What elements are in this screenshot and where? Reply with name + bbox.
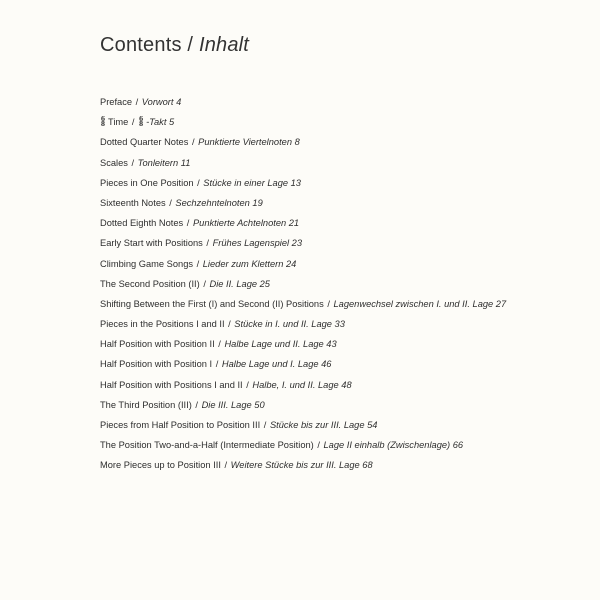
- toc-entry-english: Dotted Eighth Notes: [100, 218, 184, 229]
- toc-entry: [100, 354, 570, 374]
- toc-entry: [100, 314, 570, 334]
- toc-entry-english: Pieces in the Positions I and II: [100, 319, 225, 330]
- toc-entry-separator: /: [221, 460, 230, 471]
- toc-entry: [100, 153, 570, 173]
- toc-entry: [100, 173, 570, 193]
- toc-entry-german: Stücke in I. und II. Lage 33: [234, 319, 345, 330]
- title-separator: /: [181, 34, 199, 56]
- toc-entry: [100, 132, 570, 152]
- toc-entry-separator: /: [225, 319, 234, 330]
- toc-entry-english: Time: [108, 117, 129, 128]
- toc-entry-separator: /: [194, 177, 203, 188]
- toc-entry: [100, 92, 570, 112]
- toc-entry-german: Sechzehntelnoten 19: [175, 197, 263, 208]
- toc-entry-separator: /: [324, 298, 333, 309]
- toc-entry-english: Early Start with Positions: [100, 238, 203, 249]
- toc-entry-english: Half Position with Positions I and II: [100, 379, 243, 390]
- toc-entry-german: Vorwort 4: [141, 97, 182, 107]
- toc-entry: [100, 294, 570, 314]
- toc-entry-german: Tonleitern 11: [137, 157, 191, 168]
- toc-entry-german: Stücke in einer Lage 13: [203, 177, 301, 188]
- title-german: Inhalt: [198, 34, 250, 56]
- toc-entry-separator: /: [203, 238, 212, 249]
- toc-entry: [100, 334, 570, 354]
- toc-entry-english: Shifting Between the First (I) and Second (II) Positions: [100, 298, 324, 309]
- toc-entry-english: More Pieces up to Position III: [100, 460, 221, 471]
- toc-entry-separator: /: [194, 258, 202, 269]
- toc-entry-german: Stücke bis zur III. Lage 54: [269, 420, 378, 430]
- toc-entry-english: Scales: [100, 157, 128, 168]
- toc-entry-german: Lagenwechsel zwischen I. und II. Lage 27: [333, 298, 507, 309]
- toc-entry-german: Punktierte Viertelnoten 8: [198, 137, 300, 148]
- toc-entry-german: Halbe Lage und I. Lage 46: [221, 359, 332, 370]
- toc-entry: [100, 254, 570, 274]
- toc-entry: [100, 455, 570, 475]
- toc-entry-english: Half Position with Position I: [100, 359, 213, 370]
- english-time-signature-icon: [100, 117, 106, 127]
- toc-entry-german: Die III. Lage 50: [201, 399, 265, 410]
- toc-entry-english: Pieces from Half Position to Position III: [100, 420, 261, 430]
- toc-entry: [100, 274, 570, 294]
- time-signature-top: 6: [100, 116, 106, 124]
- title-english: Contents: [100, 34, 182, 56]
- toc-entry-english: The Position Two-and-a-Half (Intermediate Position): [100, 440, 314, 451]
- toc-entry-english: Pieces in One Position: [100, 177, 194, 188]
- time-signature-bottom: 8: [138, 121, 144, 129]
- toc-entry-separator: /: [261, 420, 269, 430]
- toc-entry-german: Halbe, I. und II. Lage 48: [252, 379, 352, 390]
- toc-entry-separator: /: [314, 440, 323, 451]
- table-of-contents: [100, 92, 570, 476]
- toc-entry: [100, 112, 570, 132]
- toc-entry-separator: /: [200, 278, 209, 289]
- toc-entry-english: The Third Position (III): [100, 399, 192, 410]
- toc-entry-separator: /: [129, 117, 138, 128]
- toc-entry: [100, 233, 570, 253]
- time-signature-top: 6: [138, 116, 144, 124]
- toc-entry-english: Sixteenth Notes: [100, 197, 166, 208]
- toc-entry-german: Die II. Lage 25: [209, 278, 270, 289]
- toc-entry-separator: /: [184, 218, 192, 229]
- toc-entry: [100, 435, 570, 455]
- toc-entry-separator: /: [213, 359, 221, 370]
- toc-entry-separator: /: [215, 339, 224, 350]
- toc-entry-german: -Takt 5: [146, 117, 175, 128]
- toc-entry: [100, 415, 570, 435]
- time-signature-bottom: 8: [100, 121, 106, 129]
- toc-entry-english: Preface: [100, 97, 133, 107]
- toc-entry-separator: /: [189, 137, 198, 148]
- toc-entry-separator: /: [128, 157, 137, 168]
- toc-entry: [100, 395, 570, 415]
- toc-entry: [100, 213, 570, 233]
- toc-entry-german: Weitere Stücke bis zur III. Lage 68: [230, 460, 373, 471]
- toc-entry-german: Frühes Lagenspiel 23: [212, 238, 302, 249]
- toc-entry-english: The Second Position (II): [100, 278, 200, 289]
- toc-entry-separator: /: [243, 379, 252, 390]
- page-title: [100, 34, 249, 57]
- toc-entry-english: Dotted Quarter Notes: [100, 137, 189, 148]
- toc-entry-separator: /: [133, 97, 141, 107]
- toc-entry-german: Lieder zum Klettern 24: [202, 258, 297, 269]
- toc-entry-english: Climbing Game Songs: [100, 258, 194, 269]
- toc-entry-separator: /: [192, 399, 201, 410]
- toc-entry: [100, 193, 570, 213]
- toc-entry-german: Punktierte Achtelnoten 21: [192, 218, 300, 229]
- toc-entry-english: Half Position with Position II: [100, 339, 215, 350]
- toc-entry-separator: /: [166, 197, 175, 208]
- toc-entry: [100, 375, 570, 395]
- toc-entry-german: Halbe Lage und II. Lage 43: [224, 339, 337, 350]
- toc-entry-german: Lage II einhalb (Zwischenlage) 66: [323, 440, 464, 451]
- german-time-signature-icon: [138, 117, 144, 127]
